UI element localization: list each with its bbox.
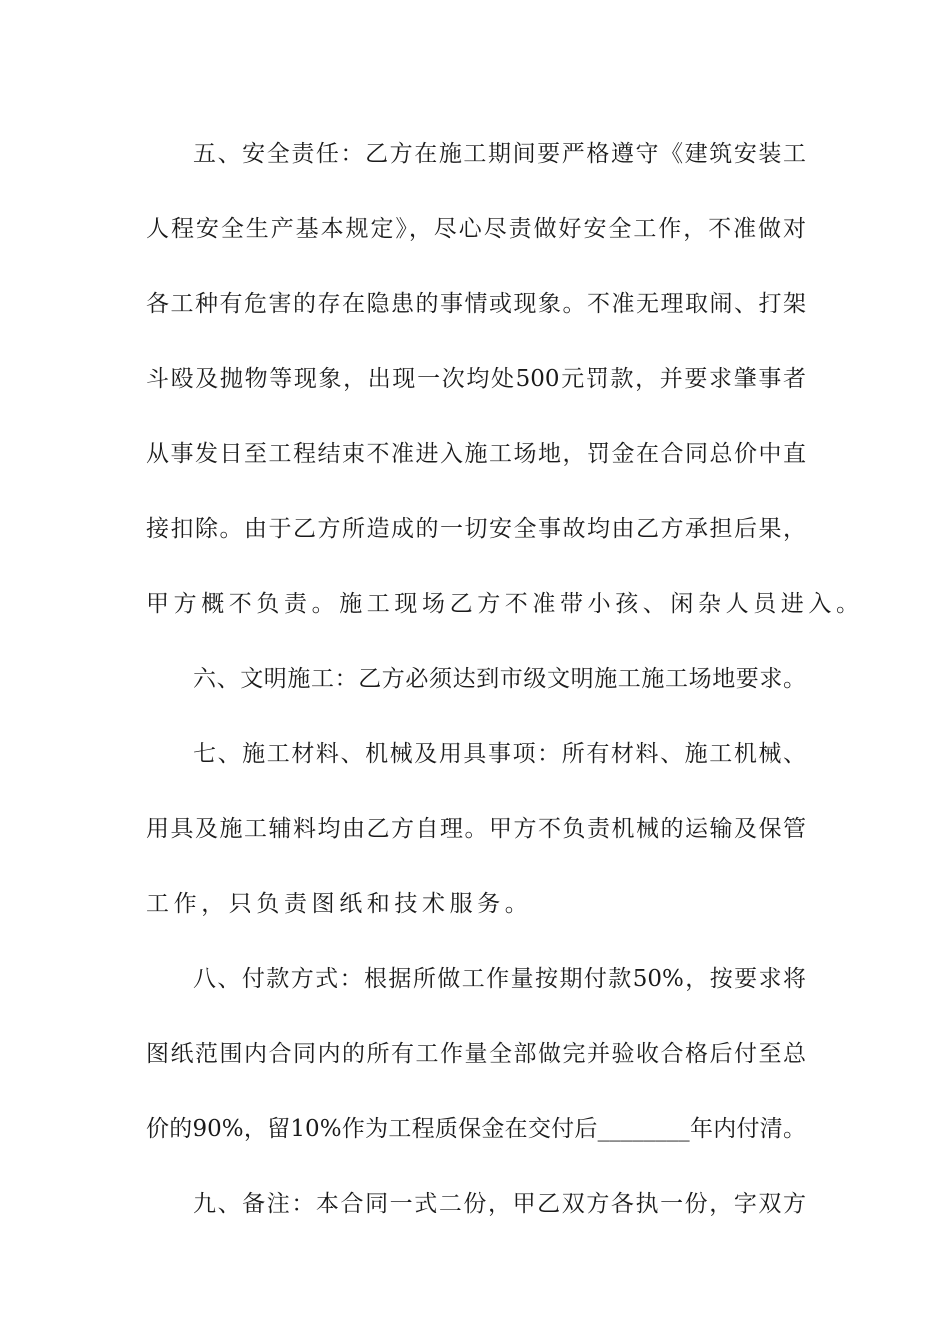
clause-5-line-2: 人程安全生产基本规定》，尽心尽责做好安全工作，不准做对 <box>146 216 806 242</box>
clause-8-line-2: 图纸范围内合同内的所有工作量全部做完并验收合格后付至总 <box>146 1041 806 1067</box>
clause-5-line-6: 接扣除。由于乙方所造成的一切安全事故均由乙方承担后果， <box>146 516 806 542</box>
clause-9-line-1: 九、备注：本合同一式二份，甲乙双方各执一份，字双方 <box>193 1191 806 1217</box>
clause-7-line-2: 用具及施工辅料均由乙方自理。甲方不负责机械的运输及保管 <box>146 816 806 842</box>
clause-8-line-3: 价的90%，留10%作为工程质保金在交付后________年内付清。 <box>146 1116 806 1142</box>
clause-8-line-1: 八、付款方式：根据所做工作量按期付款50%，按要求将 <box>193 966 806 992</box>
clause-5-line-7: 甲方概不负责。施工现场乙方不准带小孩、闲杂人员进入。 <box>146 591 864 617</box>
clause-5-line-5: 从事发日至工程结束不准进入施工场地，罚金在合同总价中直 <box>146 441 806 467</box>
clause-5-line-3: 各工种有危害的存在隐患的事情或现象。不准无理取闹、打架 <box>146 291 806 317</box>
clause-5-line-1: 五、安全责任：乙方在施工期间要严格遵守《建筑安装工 <box>193 141 806 167</box>
clause-5-line-4: 斗殴及抛物等现象，出现一次均处500元罚款，并要求肇事者 <box>146 366 806 392</box>
clause-6-line-1: 六、文明施工：乙方必须达到市级文明施工施工场地要求。 <box>193 666 806 692</box>
clause-7-line-3: 工作，只负责图纸和技术服务。 <box>146 891 533 917</box>
clause-7-line-1: 七、施工材料、机械及用具事项：所有材料、施工机械、 <box>193 741 806 767</box>
